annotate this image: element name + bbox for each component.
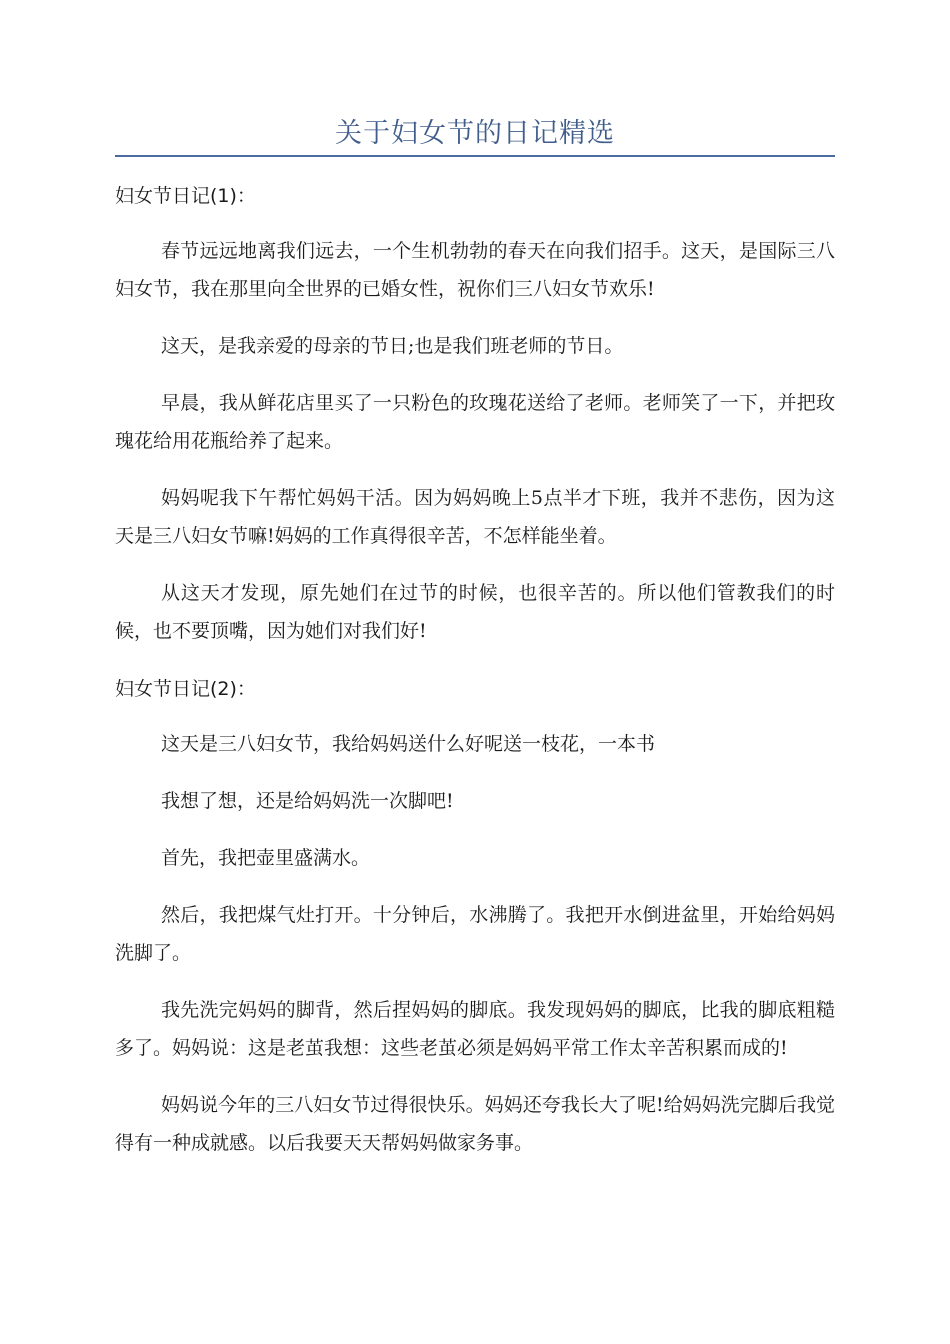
section-heading: 妇女节日记(1)： — [115, 185, 256, 207]
paragraph: 这天是三八妇女节，我给妈妈送什么好呢送一枝花，一本书 — [161, 733, 656, 755]
paragraph: 春节远远地离我们远去，一个生机勃勃的春天在向我们招手。这天，是国际三八妇女节，我在那里向全世界的已婚女性，祝你们三八妇女节欢乐! — [115, 240, 835, 300]
document-title: 关于妇女节的日记精选 — [335, 118, 615, 149]
paragraph: 早晨，我从鲜花店里买了一只粉色的玫瑰花送给了老师。老师笑了一下，并把玫瑰花给用花瓶给养了起来。 — [115, 392, 835, 452]
diary-section-1 — [115, 181, 835, 650]
diary-section-2 — [115, 674, 835, 1162]
paragraph: 这天，是我亲爱的母亲的节日;也是我们班老师的节日。 — [161, 335, 624, 357]
document-page — [115, 0, 835, 1181]
paragraph: 从这天才发现，原先她们在过节的时候，也很辛苦的。所以他们管教我们的时候，也不要顶嘴，因为她们对我们好! — [115, 582, 835, 642]
paragraph: 然后，我把煤气灶打开。十分钟后，水沸腾了。我把开水倒进盆里，开始给妈妈洗脚了。 — [115, 904, 835, 964]
paragraph: 妈妈呢我下午帮忙妈妈干活。因为妈妈晚上5点半才下班，我并不悲伤，因为这天是三八妇女节嘛!妈妈的工作真得很辛苦，不怎样能坐着。 — [115, 487, 835, 547]
section-heading: 妇女节日记(2)： — [115, 678, 256, 700]
paragraph: 我先洗完妈妈的脚背，然后捏妈妈的脚底。我发现妈妈的脚底，比我的脚底粗糙多了。妈妈说：这是老茧我想：这些老茧必须是妈妈平常工作太辛苦积累而成的! — [115, 999, 835, 1059]
paragraph: 我想了想，还是给妈妈洗一次脚吧! — [161, 790, 454, 812]
paragraph: 首先，我把壶里盛满水。 — [161, 847, 371, 869]
paragraph: 妈妈说今年的三八妇女节过得很快乐。妈妈还夸我长大了呢!给妈妈洗完脚后我觉得有一种成就感。以后我要天天帮妈妈做家务事。 — [115, 1094, 835, 1154]
title-underline — [115, 155, 835, 157]
